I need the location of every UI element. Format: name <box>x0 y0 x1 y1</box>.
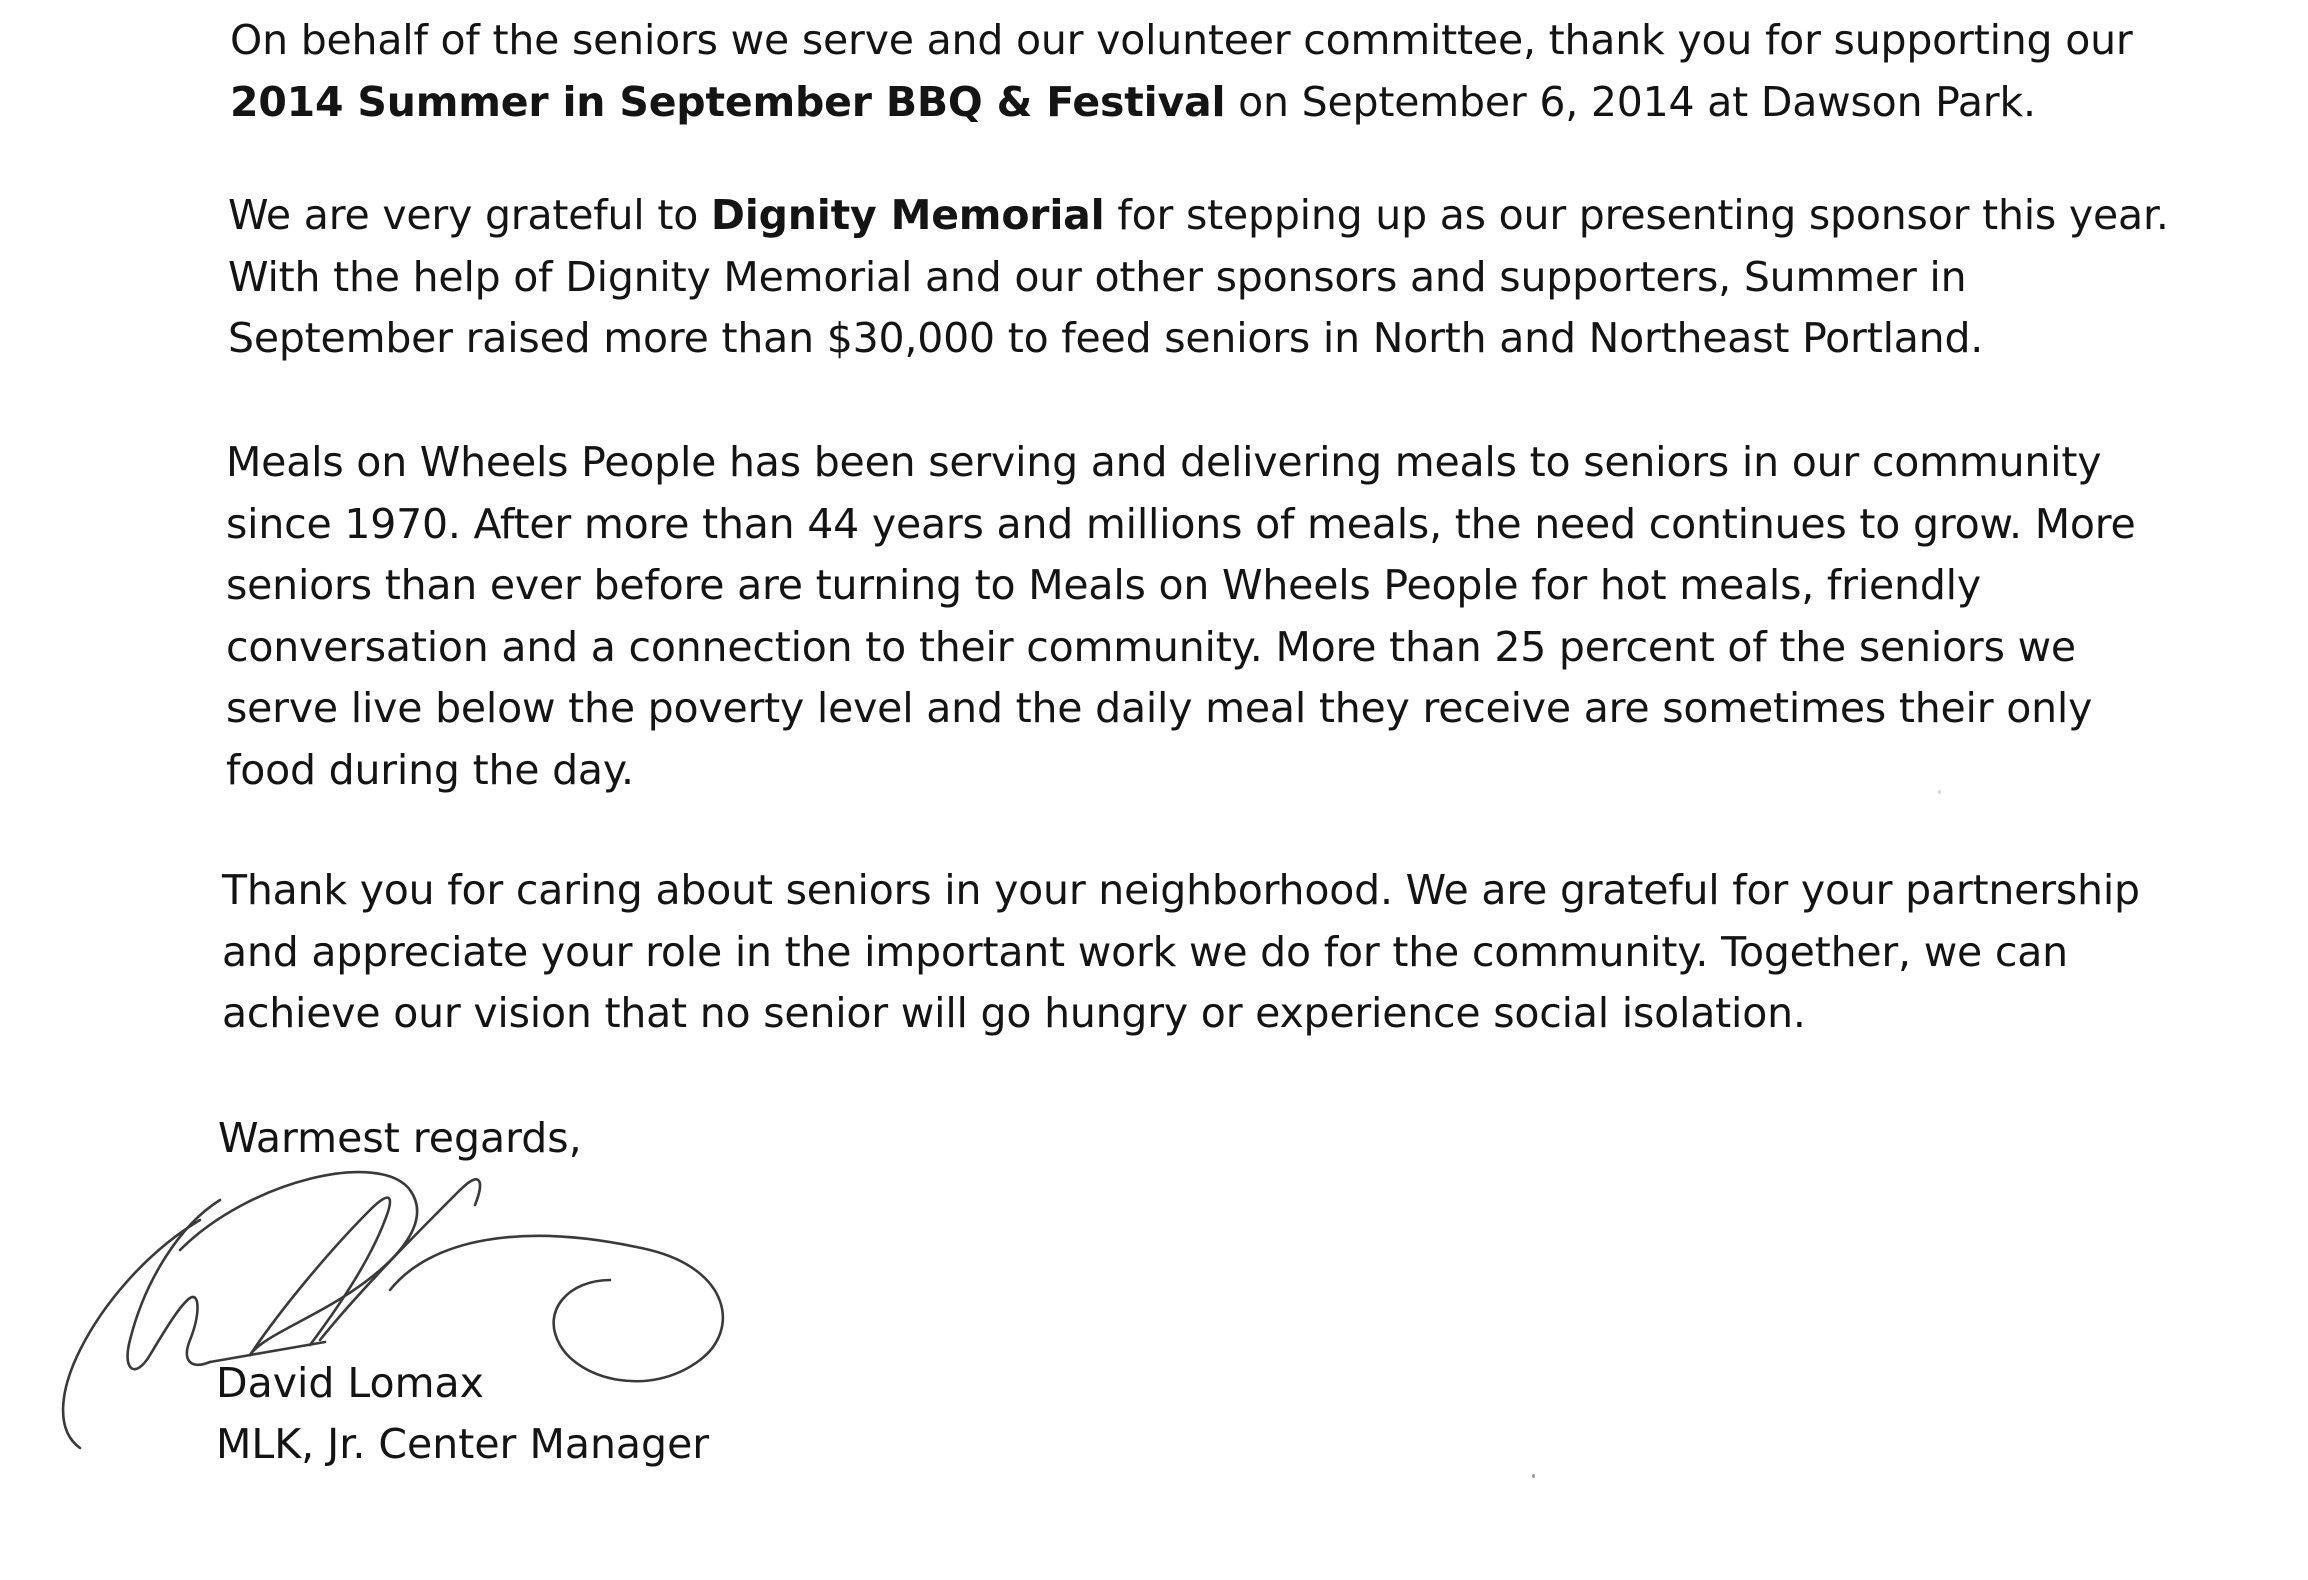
text-run: for stepping up as our presenting sponsor this year. <box>1104 191 2169 239</box>
paragraph-closing-thanks <box>222 860 2140 1045</box>
paragraph-line: On behalf of the seniors we serve and our volunteer committee, thank you for supporting our <box>230 16 2133 64</box>
paragraph-line: September raised more than $30,000 to feed seniors in North and Northeast Portland. <box>228 314 1984 362</box>
scan-speck <box>1938 790 1941 794</box>
paragraph-line: conversation and a connection to their community. More than 25 percent of the seniors we <box>226 622 2076 671</box>
paragraph-line: With the help of Dignity Memorial and our other sponsors and supporters, Summer in <box>228 252 1967 301</box>
paragraph-mission <box>226 432 2136 801</box>
closing-salutation: Warmest regards, <box>218 1114 582 1162</box>
signer-name: David Lomax <box>216 1359 484 1407</box>
paragraph-line: Thank you for caring about seniors in your neighborhood. We are grateful for your partnership <box>222 866 2140 914</box>
paragraph-line: seniors than ever before are turning to Meals on Wheels People for hot meals, friendly <box>226 561 1981 609</box>
event-details: on September 6, 2014 at Dawson Park. <box>1225 77 2036 126</box>
scan-speck <box>1532 1474 1535 1478</box>
sponsor-name: Dignity Memorial <box>710 191 1105 239</box>
paragraph-thank-you <box>230 10 2133 133</box>
paragraph-sponsor <box>228 185 2169 370</box>
paragraph-line: food during the day. <box>226 745 634 794</box>
signer-title: MLK, Jr. Center Manager <box>216 1420 710 1468</box>
paragraph-line <box>230 72 2133 134</box>
paragraph-line: Meals on Wheels People has been serving and delivering meals to seniors in our community <box>226 438 2102 486</box>
paragraph-line: serve live below the poverty level and the daily meal they receive are sometimes their only <box>226 684 2093 732</box>
text-run: We are very grateful to <box>228 191 711 239</box>
paragraph-line: achieve our vision that no senior will go hungry or experience social isolation. <box>222 989 1806 1037</box>
paragraph-line: and appreciate your role in the important work we do for the community. Together, we can <box>222 927 2068 976</box>
paragraph-line: since 1970. After more than 44 years and millions of meals, the need continues to grow. More <box>226 499 2136 548</box>
paragraph-line <box>228 185 2169 247</box>
event-name: 2014 Summer in September BBQ & Festival <box>230 77 1226 126</box>
